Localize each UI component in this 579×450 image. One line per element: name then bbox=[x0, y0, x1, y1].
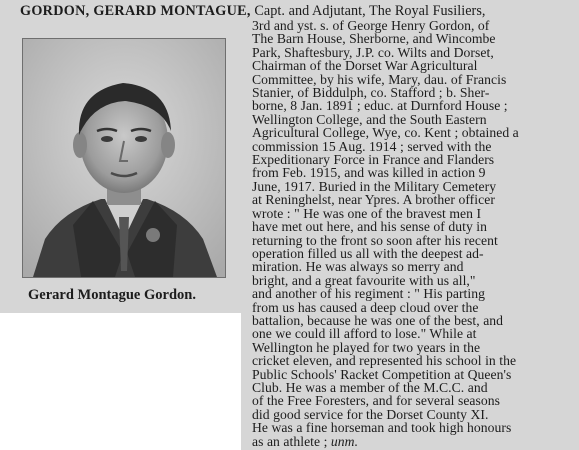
text-line: have met out here, and his sense of duty in bbox=[252, 219, 488, 235]
text-line-last bbox=[252, 435, 358, 448]
entry-heading: GORDON, GERARD MONTAGUE, bbox=[20, 3, 251, 19]
text-line: Wellington College, and the South Eastern bbox=[252, 111, 487, 127]
text-line: cricket eleven, and represented his school in the bbox=[252, 353, 517, 369]
text-line: battalion, because he was one of the best, and bbox=[252, 312, 504, 328]
text-line: June, 1917. Buried in the Military Cemetery bbox=[252, 178, 497, 194]
blank-margin bbox=[0, 313, 241, 450]
text-line: borne, 8 Jan. 1891 ; educ. at Durnford House ; bbox=[252, 98, 508, 114]
text-line: miration. He was always so merry and bbox=[252, 259, 464, 275]
text-line: He was a fine horseman and took high honours bbox=[252, 420, 512, 436]
text-line: Club. He was a member of the M.C.C. and bbox=[252, 379, 488, 395]
text-line: Public Schools' Racket Competition at Queen's bbox=[252, 366, 512, 382]
text-line: commission 15 Aug. 1914 ; served with the bbox=[252, 138, 492, 154]
text-line: Stanier, of Biddulph, co. Stafford ; b. Sher- bbox=[252, 85, 490, 101]
unmarried-note: unm. bbox=[330, 433, 359, 449]
text-line: Agricultural College, Wye, co. Kent ; obtained a bbox=[252, 125, 519, 141]
text-line: operation filled us all with the deepest ad- bbox=[252, 245, 484, 261]
text-line: Park, Shaftesbury, J.P. co. Wilts and Dorset, bbox=[252, 44, 494, 60]
text-line: from us has caused a deep cloud over the bbox=[252, 299, 479, 315]
text-line: one we could ill afford to lose." While at bbox=[252, 326, 477, 342]
portrait-image bbox=[23, 39, 225, 277]
text-line: 3rd and yst. s. of George Henry Gordon, of bbox=[252, 18, 490, 33]
text-line: and another of his regiment : " His parting bbox=[252, 286, 485, 302]
portrait-photo bbox=[22, 38, 226, 278]
text-line: Committee, by his wife, Mary, dau. of Francis bbox=[252, 71, 507, 87]
entry-first-line bbox=[20, 3, 486, 19]
text-line: bright, and a great favourite with us all," bbox=[252, 272, 476, 288]
text-line: The Barn House, Sherborne, and Wincombe bbox=[252, 31, 496, 47]
text-line: Chairman of the Dorset War Agricultural bbox=[252, 58, 478, 74]
text-line: Expeditionary Force in France and Flanders bbox=[252, 152, 495, 168]
last-line-text: as an athlete ; bbox=[252, 433, 328, 449]
text-line: Wellington he played for two years in the bbox=[252, 339, 481, 355]
photo-caption: Gerard Montague Gordon. bbox=[28, 287, 196, 303]
text-line: did good service for the Dorset County XI. bbox=[252, 406, 489, 422]
text-line: returning to the front so soon after his recent bbox=[252, 232, 498, 248]
text-line: wrote : " He was one of the bravest men I bbox=[252, 205, 482, 221]
entry-rank: Capt. and Adjutant, The Royal Fusiliers, bbox=[254, 3, 486, 19]
text-line: from Feb. 1915, and was killed in action 9 bbox=[252, 165, 486, 181]
text-line: at Reninghelst, near Ypres. A brother officer bbox=[252, 192, 495, 208]
text-line: of the Free Foresters, and for several seasons bbox=[252, 393, 501, 409]
